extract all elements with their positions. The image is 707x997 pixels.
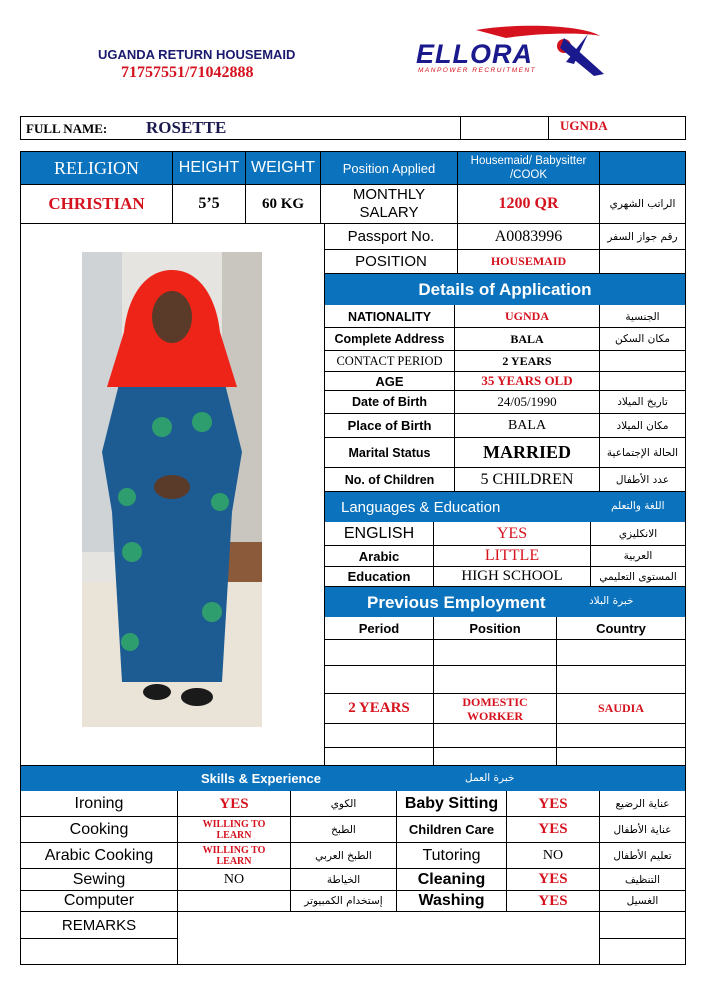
skill-label: Sewing <box>72 870 126 888</box>
details-label: Date of Birth <box>352 395 427 409</box>
employment-header <box>325 587 685 617</box>
employment-country: SAUDIA <box>597 701 644 715</box>
religion-value: CHRISTIAN <box>48 194 145 213</box>
language-value: HIGH SCHOOL <box>461 568 563 584</box>
skill-value <box>178 891 290 911</box>
skills-heading: Skills & Experience <box>201 771 321 786</box>
salary-label: MONTHLY SALARY <box>352 186 426 221</box>
skill-arabic: عناية الرضيع <box>615 798 670 810</box>
passport-arabic: رقم جواز السفر <box>607 230 678 243</box>
skills-header <box>21 766 685 791</box>
skill-value: YES <box>538 871 568 887</box>
skill-label: Tutoring <box>422 846 481 864</box>
skill-arabic: عناية الأطفال <box>613 823 672 836</box>
skill-arabic: الخياطة <box>326 873 361 886</box>
height-header: HEIGHT <box>173 152 245 184</box>
employment-heading: Previous Employment <box>367 593 546 612</box>
details-arabic: مكان السكن <box>615 333 670 345</box>
employment-col-position: Position <box>469 621 521 636</box>
skill-value: YES <box>538 892 568 909</box>
skill-label: Cooking <box>69 820 129 838</box>
employment-position: DOMESTIC WORKER <box>462 694 528 723</box>
skill-arabic: الطبخ <box>331 823 356 836</box>
employment-period: 2 YEARS <box>348 700 410 716</box>
full-name-label: FULL NAME: <box>26 121 108 136</box>
details-arabic: مكان الميلاد <box>616 419 669 432</box>
details-arabic <box>600 351 685 371</box>
person-photo-icon <box>82 252 262 727</box>
employment-heading-arabic: خبرة البلاد <box>589 595 634 607</box>
skill-label: Cleaning <box>417 870 486 888</box>
skills-heading-arabic: خبرة العمل <box>465 772 515 784</box>
skill-label: Children Care <box>408 822 495 837</box>
skill-label: Arabic Cooking <box>44 846 154 864</box>
details-label: Marital Status <box>348 445 431 460</box>
logo-subtitle: MANPOWER RECRUITMENT <box>418 67 537 74</box>
phone-numbers: 71757551/71042888 <box>121 64 254 81</box>
salary-arabic: الراتب الشهري <box>609 198 676 210</box>
details-value: 2 YEARS <box>502 353 552 368</box>
details-label: Place of Birth <box>347 418 432 433</box>
language-label: Education <box>347 569 411 584</box>
skill-value: YES <box>538 821 568 837</box>
details-heading: Details of Application <box>325 274 685 305</box>
languages-heading: Languages & Education <box>341 499 501 516</box>
details-label: No. of Children <box>344 472 435 487</box>
passport-value: A0083996 <box>494 227 563 245</box>
skill-value: WILLING TO LEARN <box>202 844 266 867</box>
details-label: NATIONALITY <box>347 309 432 324</box>
language-label: ENGLISH <box>343 525 415 542</box>
passport-label: Passport No. <box>347 228 435 245</box>
language-value: LITTLE <box>484 547 540 564</box>
skill-arabic: الكوي <box>330 798 357 810</box>
country-value: UGNDA <box>560 118 608 133</box>
height-value: 5’5 <box>198 195 220 212</box>
position-applied-header: Position Applied <box>321 152 457 184</box>
details-arabic: عدد الأطفال <box>615 473 670 486</box>
skill-label: Ironing <box>74 795 124 812</box>
skill-arabic: الغسيل <box>626 895 659 907</box>
skill-arabic: تعليم الأطفال <box>613 849 672 862</box>
language-arabic: العربية <box>623 550 653 562</box>
skill-value: WILLING TO LEARN <box>202 818 266 841</box>
weight-value: 60 KG <box>261 195 305 212</box>
skill-value: NO <box>223 871 245 887</box>
skill-value: YES <box>219 795 249 812</box>
skill-label: Washing <box>418 892 485 909</box>
position-value: HOUSEMAID <box>490 254 567 268</box>
details-arabic <box>600 372 685 390</box>
employment-col-country: Country <box>596 621 646 636</box>
details-label: AGE <box>375 373 404 389</box>
details-value: BALA <box>510 331 544 346</box>
details-value: 5 CHILDREN <box>480 470 574 488</box>
details-arabic: تاريخ الميلاد <box>617 396 668 408</box>
languages-header <box>325 492 685 522</box>
skill-label: Computer <box>63 892 135 909</box>
details-arabic: الجنسية <box>625 310 660 323</box>
remarks-label: REMARKS <box>61 916 137 934</box>
details-value: MARRIED <box>483 442 571 462</box>
document-title: UGANDA RETURN HOUSEMAID <box>98 47 296 62</box>
details-value: 35 YEARS OLD <box>481 373 573 388</box>
skill-value: NO <box>542 847 564 863</box>
language-arabic: المستوى التعليمي <box>599 570 677 583</box>
skill-value: YES <box>538 795 568 812</box>
details-label: Complete Address <box>334 332 445 346</box>
position-label: POSITION <box>355 253 427 270</box>
skill-label: Baby Sitting <box>404 795 499 812</box>
position-applied-value: Housemaid/ Babysitter /COOK <box>458 152 599 184</box>
details-value: UGNDA <box>505 309 549 323</box>
religion-header: RELIGION <box>21 152 172 184</box>
details-arabic: الحالة الإجتماعية <box>606 446 679 459</box>
language-arabic: الانكليزي <box>618 528 658 540</box>
skill-arabic: الطبخ العربي <box>315 849 372 862</box>
details-value: BALA <box>507 417 547 433</box>
skill-arabic: إستخدام الكمبيوتر <box>304 895 383 907</box>
language-label: Arabic <box>358 548 400 564</box>
salary-value: 1200 QR <box>498 195 559 212</box>
languages-heading-arabic: اللغة والتعلم <box>611 500 665 512</box>
weight-header: WEIGHT <box>246 152 320 184</box>
details-value: 24/05/1990 <box>497 394 557 409</box>
details-label: CONTACT PERIOD <box>336 353 443 368</box>
language-value: YES <box>496 525 528 542</box>
full-name-value: ROSETTE <box>146 118 227 137</box>
logo-text: ELLORA <box>416 39 533 69</box>
skill-arabic: التنظيف <box>624 873 661 886</box>
applicant-photo <box>82 252 262 727</box>
employment-col-period: Period <box>358 621 400 636</box>
